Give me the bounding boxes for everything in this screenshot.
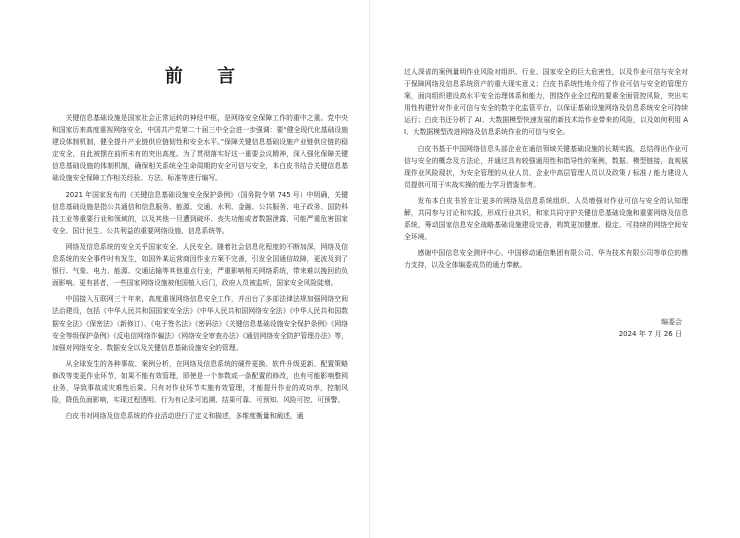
paragraph: 白皮书对网络及信息系统的作业活动进行了定义和描述，多维度衡量和阐述，通 bbox=[65, 412, 304, 421]
paragraph: 2021 年国家发布的《关键信息基础设施安全保护条例》（国务院令第 745 号）中明确，关键信息基础设施是指公共通信和信息服务、能源、交通、水利、金融、公共服务、电子政务、国防科技工业等重要行业和领域的，以及其他一旦遭到破坏、丧失功能或者数据泄露，可能严重危害国家安全、国计民生、公共利益的重要网络设施、信息系统等。 bbox=[52, 190, 348, 235]
paragraph: 中国接入互联网三十年来，高度重视网络信息安全工作，并出台了多部法律法规加强网络空间法治建设，包括《中华人民共和国国家安全法》《中华人民共和国网络安全法》《中华人民共和国数据安全法》《保密法》（新修订）、《电子签名法》《密码法》《关键信息基础设施安全保护条例》《网络安全等级保护条例》《反电信网络诈骗法》《网络安全审查办法》《通信网络安全防护管理办法》等，加强对网络安全、数据安全以及关键信息基础设施安全的管理。 bbox=[52, 295, 348, 352]
signature-block bbox=[404, 316, 688, 340]
page-title: 前 言 bbox=[164, 66, 250, 87]
paragraph: 发布本白皮书旨在让更多的网络及信息系统组织、人员增强对作业可信与安全的认知理解，共同参与讨论和实践，形成行业共识，和家共同守护关键信息基础设施和重要网络及信息系统，筹动国家信息安全战略基础设施建设完善，构筑更加健康、稳定、可持续的网络空间安全环境。 bbox=[404, 196, 688, 242]
paragraph: 从全球发生的各种事故、案例分析，在网络及信息系统的硬件更换、软件升级更新、配置策略修改等变更作业环节，如果不能有效管理，即使是一个参数或一条配置的修改，也有可能影响整网业务，导致事故或灾难性后果。只有对作业环节实施有效管理，才能提升作业的成功率，控制风险，降低负面影响，实现过程透明、行为有记录可追溯、结果可靠、可预知、风险可控、可预警。 bbox=[52, 359, 348, 405]
right-page bbox=[370, 0, 740, 538]
paragraph: 感谢中国信息安全测评中心、中国移动通信集团有限公司、华为技术有限公司等单位的鼎力支持，以及全体编委成员的通力奉献。 bbox=[404, 249, 688, 270]
paragraph: 网络及信息系统的安全关乎国家安全、人民安全。随着社会信息化程度的不断加深，网络及信息系统的安全事件时有发生，如国外某运营商因作业方案不完善，引发全国通信故障，更波及到了银行、气象、电力、能源、交通运输等其他重点行业，严重影响相关网络系统，带来难以挽回的负面影响。更有甚者，一些国家网络设施被他国植入后门，政府人员被监听，国家安全风险陡增。 bbox=[52, 242, 348, 288]
paragraph: 关键信息基础设施是国家社会正常运转的神经中枢，是网络安全保障工作的重中之重。党中央和国家历来高度重视网络安全，中国共产党第二十届三中全会进一步强调：要“健全现代化基础设施建设体制机制，健全提升产业链供应链韧性和安全水平。”保障关键信息基础设施产业链供应链的稳定安全，自此被摆在前所未有的突出高度。为了贯彻落实好这一重要会议精神，深入强化保障关键信息基础设施的体制机制，确保相关系统全生命周期的安全可信与安全，本白皮书结合关键信息基础设施安全保障工作相关经验、方法、标准等进行编写。 bbox=[52, 114, 348, 183]
paragraph: 过人深省的案例量明作业风险对组织、行业、国家安全的巨大危害性，以及作业可信与安全对于保障网络及信息系统资产的重大现实意义；白皮书系统性地介绍了作业可信与安全的管理方案，面向组织建设高水平安全治理体系和能力，围绕作业全过程的要素全面管控风险，突出实用性构建针对作业可信与安全的数字化监管平台，以保证基础设施网络及信息系统安全可持续运行；白皮书还分析了 AI、大数据模型快速发展的新技术给作业带来的风险，以及如何利用 AI、大数据模型改进网络及信息系统作业的可信与安全。 bbox=[404, 68, 688, 137]
date: 2024 年 7 月 26 日 bbox=[618, 329, 682, 338]
signature: 编委会 bbox=[661, 317, 682, 326]
paragraph: 白皮书基于中国网络信息头部企业在通信领域关键基础设施的长期实践，总结得出作业可信与安全的概念及方法论，并通过具有较强通用性和指导性的案例，数据、模型链接，直观展现作业风险现状，为安全管理的从业人员、企业中高层管理人员以及政策 / 标准 / 能力建设人员提供可用于实战实操的能力学习借鉴参考。 bbox=[404, 144, 688, 189]
